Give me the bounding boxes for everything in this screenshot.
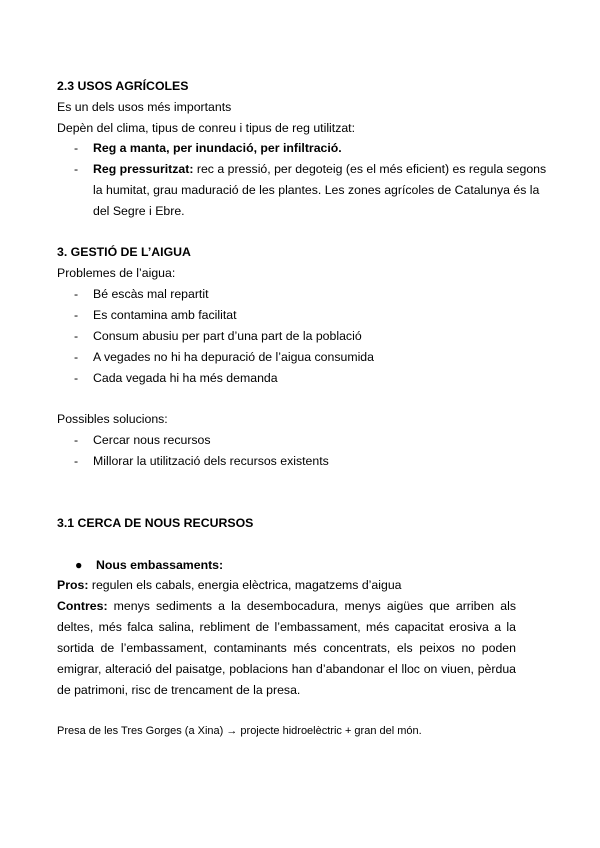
list-item-text: Cada vegada hi ha més demanda — [93, 371, 278, 385]
pros-line — [57, 577, 402, 593]
list-item — [74, 161, 546, 177]
section-heading-cerca-recursos: 3.1 CERCA DE NOUS RECURSOS — [57, 516, 254, 530]
list-item-continuation: la humitat, grau maduració de les plantes. Les zones agrícoles de Catalunya és la — [93, 183, 540, 197]
section-heading-gestio-aigua: 3. GESTIÓ DE L’AIGUA — [57, 245, 191, 259]
solutions-label: Possibles solucions: — [57, 412, 168, 426]
list-item-text: rec a pressió, per degoteig (es el més eficient) es regula segons — [193, 162, 547, 176]
list-item — [74, 307, 237, 323]
paragraph-line: Depèn del clima, tipus de conreu i tipus de reg utilitzat: — [57, 121, 356, 135]
list-item — [74, 140, 342, 156]
list-item-text: Consum abusiu per part d’una part de la població — [93, 329, 362, 343]
dash-marker: - — [74, 308, 79, 322]
list-item-text: Es contamina amb facilitat — [93, 308, 237, 322]
list-item — [74, 453, 329, 469]
list-item — [74, 286, 209, 302]
contres-text: menys sediments a la desembocadura, menys aigües que arriben als deltes, més falca salina, rebliment de l’embassament, més capacitat erosiva a la sortida de l’embassament, contaminants més concentrats, els peixos no poden emigrar, alteració del paisatge, poblacions han d’abandonar el lloc on viuen, pèrdua de patrimoni, risc de trencament de la presa. — [57, 599, 516, 697]
dash-marker: - — [74, 329, 79, 343]
list-item-text: A vegades no hi ha depuració de l’aigua consumida — [93, 350, 374, 364]
list-item — [74, 349, 374, 365]
section-heading-usos-agricoles: 2.3 USOS AGRÍCOLES — [57, 79, 189, 93]
pros-text: regulen els cabals, energia elèctrica, magatzems d’aigua — [88, 578, 402, 592]
list-item — [74, 328, 362, 344]
contres-label: Contres: — [57, 599, 108, 613]
dash-marker: - — [74, 162, 79, 176]
list-item — [74, 370, 278, 386]
dash-marker: - — [74, 371, 79, 385]
list-item-text: Millorar la utilització dels recursos existents — [93, 454, 329, 468]
list-item-bold: Reg pressuritzat: — [93, 162, 194, 176]
dash-marker: - — [74, 350, 79, 364]
bullet-icon: ● — [75, 558, 83, 572]
pros-label: Pros: — [57, 578, 89, 592]
bullet-item — [75, 557, 223, 573]
list-item-text: Bé escàs mal repartit — [93, 287, 209, 301]
contres-paragraph — [57, 596, 516, 701]
dash-marker: - — [74, 141, 79, 155]
dash-marker: - — [74, 454, 79, 468]
dash-marker: - — [74, 287, 79, 301]
list-item-text: Cercar nous recursos — [93, 433, 211, 447]
list-item-bold: Reg a manta, per inundació, per infiltració. — [93, 141, 342, 155]
note-line: Presa de les Tres Gorges (a Xina) → projecte hidroelèctric + gran del món. — [57, 725, 422, 737]
dash-marker: - — [74, 433, 79, 447]
problems-label: Problemes de l’aigua: — [57, 266, 176, 280]
bullet-text: Nous embassaments: — [96, 558, 224, 572]
paragraph-line: Es un dels usos més importants — [57, 100, 232, 114]
list-item — [74, 432, 211, 448]
list-item-continuation: del Segre i Ebre. — [93, 204, 185, 218]
